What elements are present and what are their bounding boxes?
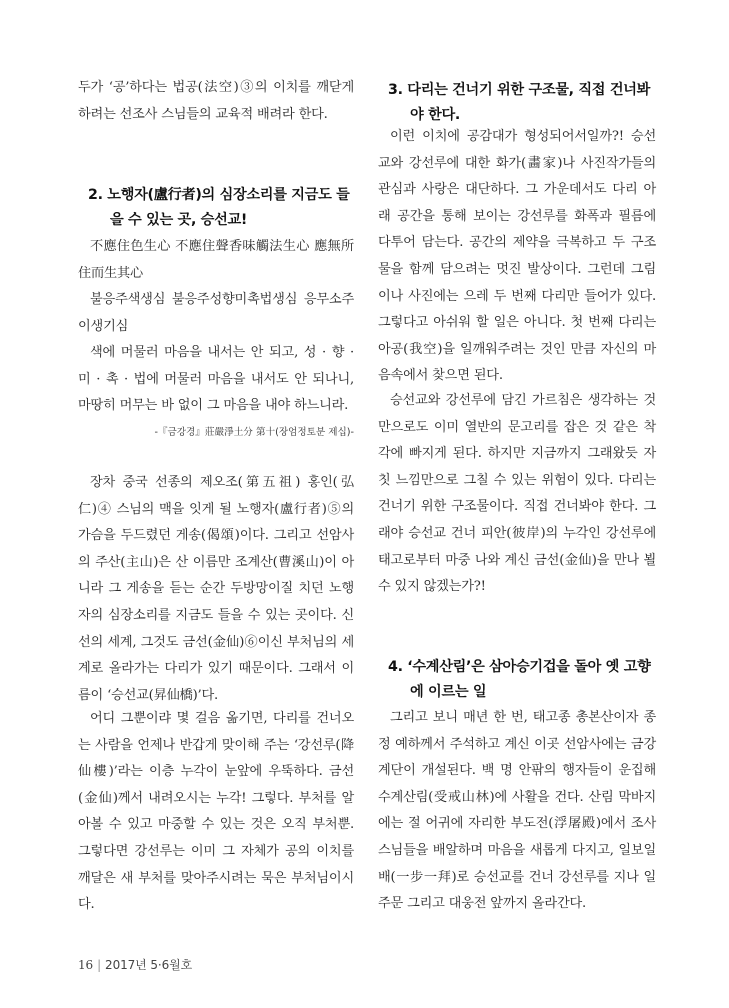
intro-paragraph: 두가 ‘공’하다는 법공(法空)③의 이치를 깨닫게 하려는 선조사 스님들의 교육적 배려라 한다. <box>78 80 354 122</box>
section-3-paragraph-1: 이런 이치에 공감대가 형성되어서일까?! 승선교와 강선루에 대한 화가(畵家)나 사진작가들의 관심과 사랑은 대단하다. 그 가운데서도 다리 아래 공간을 통해 보이는 강선루를 화폭과 필름에 다투어 담는다. 공간의 제약을 극복하고 두 구조물을 함께 담으려는 멋진 발상이다. 그런데 그림이나 사진에는 으레 두 번째 다리만 들어가 있다. 그렇다고 아쉬워 할 일은 아니다. 첫 번째 다리는 아공(我空)을 일깨워주려는 것인 만큼 자신의 마음속에서 찾으면 된다. <box>378 129 656 384</box>
section-2-heading: 2. 노행자(盧行者)의 심장소리를 지금도 들을 수 있는 곳, 승선교! <box>88 187 350 228</box>
page-footer <box>78 956 192 973</box>
section-4-paragraph-1: 그리고 보니 매년 한 번, 태고종 총본산이자 종정 예하께서 주석하고 계신 이곳 선암사에는 금강계단이 개설된다. 백 명 안팎의 행자들이 운집해 수계산림(受戒山林)에 사활을 건다. 산림 막바지에는 절 어귀에 자리한 부도전(浮屠殿)에서 조사스님들을 배알하며 마음을 새롭게 다지고, 일보일배(一步一拜)로 승선교를 건너 강선루를 지나 일주문 그리고 대웅전 앞까지 올라간다. <box>378 710 656 912</box>
section-3-heading: 3. 다리는 건너기 위한 구조물, 직접 건너봐야 한다. <box>388 82 651 123</box>
sutra-reading: 불응주색생심 불응주성향미촉법생심 응무소주이생기심 <box>78 292 354 334</box>
section-3-paragraph-2: 승선교와 강선루에 담긴 가르침은 생각하는 것만으로도 이미 열반의 문고리를 잡은 것 같은 착각에 빠지게 된다. 하지만 지금까지 그래왔듯 자칫 느낌만으로 그칠 수 있는 위험이 있다. 다리는 건너기 위한 구조물이다. 직접 건너봐야 한다. 그래야 승선교 건너 피안(彼岸)의 누각인 강선루에 태고로부터 마중 나와 계신 금선(金仙)을 만나 뵐 수 있지 않겠는가?! <box>378 393 656 595</box>
footer-separator: | <box>97 958 102 972</box>
section-4-heading: 4. ‘수계산림’은 삼아승기겁을 돌아 옛 고향에 이르는 일 <box>388 659 651 700</box>
page-number: 16 <box>78 958 94 972</box>
story-paragraph-1: 장차 중국 선종의 제오조(第五祖) 홍인(弘仁)④ 스님의 맥을 잇게 될 노행자(盧行者)⑤의 가슴을 두드렸던 게송(偈頌)이다. 그리고 선암사의 주산(主山)은 산 이름만 조계산(曹溪山)이 아니라 그 게송을 듣는 순간 두방망이질 치던 노행자의 심장소리를 지금도 들을 수 있는 곳이다. 신선의 세계, 그것도 금선(金仙)⑥이신 부처님의 세계로 올라가는 다리가 있기 때문이다. 그래서 이름이 ‘승선교(昇仙橋)’다. <box>78 475 354 703</box>
sutra-citation: -『금강경』莊嚴淨土分 第十(장엄정토분 제십)- <box>154 427 354 438</box>
issue-label: 2017년 5·6월호 <box>105 958 193 972</box>
sutra-translation: 색에 머물러 마음을 내서는 안 되고, 성 · 향 · 미 · 촉 · 법에 머물러 마음을 내서도 안 되나니, 마땅히 머무는 바 없이 그 마음을 내야 하느니라. <box>78 345 354 414</box>
sutra-hanja: 不應住色生心 不應住聲香味觸法生心 應無所住而生其心 <box>78 239 354 281</box>
story-paragraph-2: 어디 그뿐이랴 몇 걸음 옮기면, 다리를 건너오는 사람을 언제나 반갑게 맞이해 주는 ‘강선루(降仙樓)’라는 이층 누각이 눈앞에 우뚝하다. 금선(金仙)께서 내려오시는 누각! 그렇다. 부처를 알아볼 수 있고 마중할 수 있는 것은 오직 부처뿐. 그렇다면 강선루는 이미 그 자체가 공의 이치를 깨달은 새 부처를 맞아주시려는 묵은 부처님이시다. <box>78 711 354 913</box>
